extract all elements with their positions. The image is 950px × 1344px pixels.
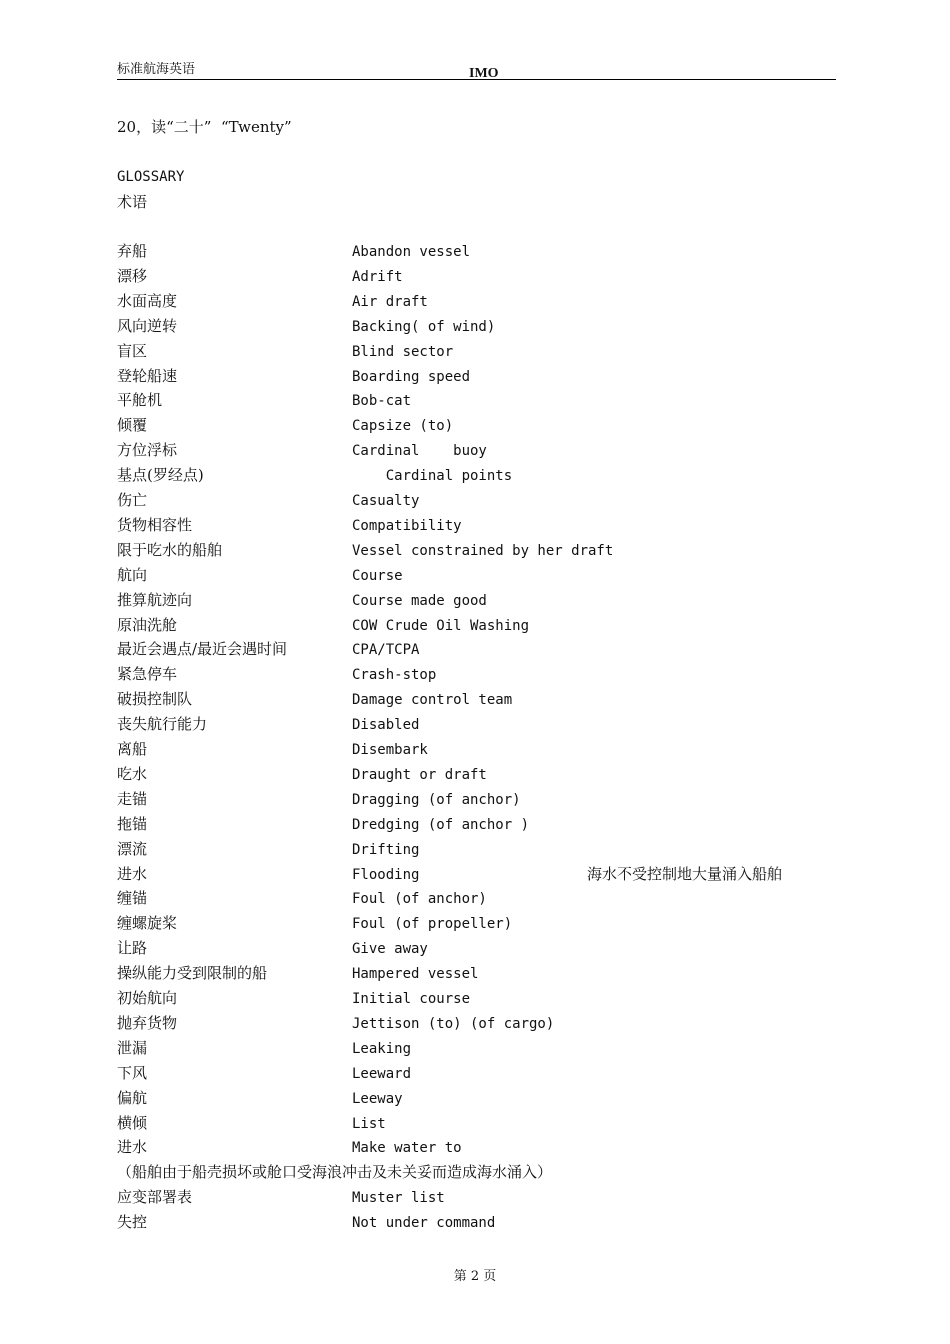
term-english: Course [352,567,403,584]
glossary-row [0,1211,950,1233]
glossary-row [0,414,950,436]
term-chinese: 方位浮标 [117,441,178,460]
term-chinese: 伤亡 [117,491,148,509]
glossary-row [0,265,950,287]
term-english: Cardinal points [352,468,513,485]
term-english: CPA/TCPA [352,642,420,659]
term-chinese: 破损控制队 [117,690,193,709]
term-english: Compatibility [352,517,462,534]
term-chinese: 限于吃水的船舶 [117,540,223,559]
term-chinese: 水面高度 [117,291,178,310]
term-english: Jettison (to) (of cargo) [352,1015,555,1032]
term-english: Make water to [352,1140,462,1157]
term-english: Foul (of anchor) [352,891,487,908]
header-prefix: IMO [469,66,499,81]
term-chinese: 横倾 [117,1113,148,1132]
glossary-row [0,365,950,387]
term-chinese: 登轮船速 [117,366,178,385]
term-chinese: 漂流 [117,839,148,858]
glossary-title-en: GLOSSARY [117,169,185,185]
term-english: Dredging (of anchor ) [352,816,530,833]
glossary-row [0,713,950,735]
term-chinese: 离船 [117,740,148,758]
term-english: Hampered vessel [352,966,479,983]
term-chinese: 丧失航行能力 [117,715,208,734]
term-english: Backing( of wind) [352,318,496,335]
glossary-row [0,887,950,909]
term-chinese: 吃水 [117,764,148,783]
term-english: Not under command [352,1215,496,1232]
term-chinese: 进水 [117,1138,148,1157]
term-english: Crash-stop [352,667,437,684]
glossary-row [0,962,950,984]
term-english: Foul (of propeller) [352,916,513,933]
glossary-row [0,813,950,835]
glossary-row [0,987,950,1009]
glossary-row [0,564,950,586]
glossary-row [0,240,950,262]
page-header [117,62,836,80]
term-english: Draught or draft [352,766,487,783]
term-english: Blind sector [352,343,454,360]
term-english: Disabled [352,717,420,734]
glossary-row [0,937,950,959]
term-chinese: 初始航向 [117,989,178,1007]
glossary-row [0,1136,950,1158]
glossary-row [0,614,950,636]
term-chinese: 拖锚 [117,814,148,833]
glossary-row [0,1112,950,1134]
glossary-row [0,1087,950,1109]
header-title: 标准航海英语 [117,62,196,77]
term-chinese: 平舱机 [117,391,163,410]
term-english: Drifting [352,841,420,858]
glossary-row [0,389,950,411]
term-chinese: 走锚 [117,789,148,808]
term-english: Casualty [352,493,420,509]
term-english: Leaking [352,1040,412,1057]
glossary-row [0,539,950,561]
term-english: Muster list [352,1190,445,1207]
term-english: List [352,1115,386,1132]
glossary-row [0,863,950,885]
section-heading: 20，读“二十” “Twenty” [117,118,292,136]
term-english: COW Crude Oil Washing [352,617,530,634]
glossary-row [0,1186,950,1208]
glossary-row [0,1037,950,1059]
term-chinese: 失控 [117,1213,148,1232]
term-english: Adrift [352,268,403,285]
term-english: Bob-cat [352,393,412,410]
term-english: Capsize (to) [352,418,454,435]
glossary-row [0,1012,950,1034]
term-english: Disembark [352,742,428,758]
term-chinese: 盲区 [117,341,148,360]
term-english: Initial course [352,991,471,1007]
glossary-row [0,489,950,511]
term-english: Flooding [352,866,420,883]
glossary-row [0,1062,950,1084]
glossary-row [0,589,950,611]
glossary-title-cn: 术语 [117,193,148,211]
term-chinese: 风向逆转 [117,316,178,335]
term-english: Air draft [352,293,428,310]
glossary-row [0,315,950,337]
term-english: Dragging (of anchor) [352,791,521,808]
term-chinese: 弃船 [117,242,148,260]
term-chinese: 航向 [117,565,148,584]
term-english: Abandon vessel [352,244,471,260]
term-chinese: 倾覆 [117,416,148,435]
term-chinese: （船舶由于船壳损坏或舱口受海浪冲击及未关妥而造成海水涌入） [117,1163,553,1182]
term-chinese: 货物相容性 [117,515,193,534]
term-chinese: 偏航 [117,1088,148,1107]
term-chinese: 漂移 [117,266,148,285]
term-english: Leeward [352,1065,412,1082]
term-chinese: 紧急停车 [117,665,178,684]
glossary-row [0,688,950,710]
glossary-row [0,464,950,486]
term-chinese: 应变部署表 [117,1188,193,1207]
term-chinese: 原油洗舱 [117,615,178,634]
glossary-row [0,838,950,860]
term-english: Boarding speed [352,368,471,385]
glossary-row [0,340,950,362]
page-number: 第 2 页 [453,1269,497,1284]
term-chinese: 最近会遇点/最近会遇时间 [117,640,288,659]
term-english: Course made good [352,592,487,609]
glossary-row [0,738,950,760]
term-chinese: 进水 [117,864,148,883]
term-chinese: 操纵能力受到限制的船 [117,964,268,983]
term-chinese: 抛弃货物 [117,1013,178,1032]
term-chinese: 缠锚 [117,889,148,908]
term-chinese: 推算航迹向 [117,590,193,609]
glossary-row [0,439,950,461]
term-chinese: 泄漏 [117,1038,148,1057]
glossary-row [0,514,950,536]
term-english: Vessel constrained by her draft [352,542,614,559]
glossary-row [0,912,950,934]
term-chinese: 让路 [117,939,148,958]
glossary-row [0,663,950,685]
term-note: 海水不受控制地大量涌入船舶 [587,864,783,883]
glossary-row [0,638,950,660]
term-chinese: 基点(罗经点) [117,466,204,485]
term-chinese: 缠螺旋桨 [117,914,178,933]
term-chinese: 下风 [117,1063,148,1082]
glossary-row [0,788,950,810]
term-english: Give away [352,941,428,958]
term-english: Damage control team [352,692,513,709]
glossary-row [0,290,950,312]
glossary-row [0,1161,950,1183]
glossary-row [0,763,950,785]
term-english: Cardinal buoy [352,443,487,460]
term-english: Leeway [352,1090,403,1107]
